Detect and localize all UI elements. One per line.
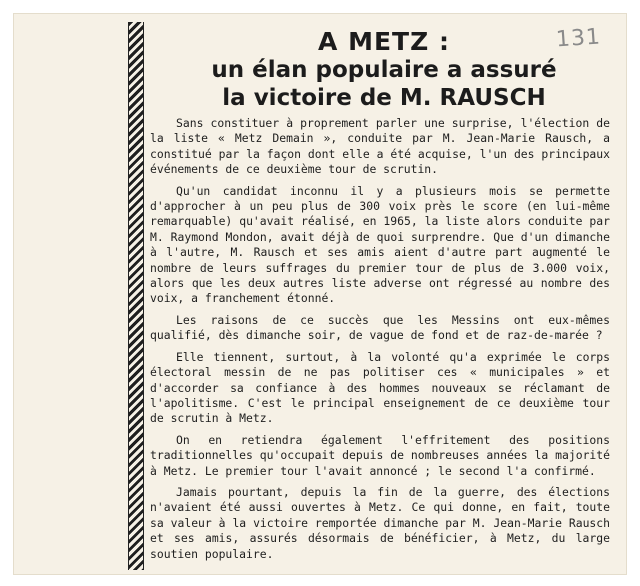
handwritten-page-number: 131 <box>555 24 602 53</box>
paragraph-5: On en retiendra également l'effritement des positions traditionnelles qu'occupait depuis de nombreuses années la majorité à Metz. Le premier tour l'avait annoncé ; le second l'a confirmé. <box>150 432 610 478</box>
headline-line-3: la victoire de M. RAUSCH <box>222 85 546 111</box>
paragraph-1: Sans constituer à proprement parler une surprise, l'élection de la liste « Metz Demain », conduite par M. Jean-Marie Rausch, a constitué par la façon dont elle a été acquise, l'un des principaux événements de ce deuxième tour de scrutin. <box>150 116 610 177</box>
article-body <box>150 116 610 568</box>
headline <box>150 28 618 112</box>
hatched-column-rule <box>128 22 144 570</box>
paragraph-2: Qu'un candidat inconnu il y a plusieurs mois se permette d'approcher à un peu plus de 300 voix près le score (en lui-même remarquable) qu'avait réalisé, en 1965, la liste alors conduite par M. Raymond Mondon, avait déjà de quoi surprendre. Que d'un dimanche à l'autre, M. Rausch et ses amis aient d'autre part augmenté le nombre de leurs suffrages du premier tour de plus de 3.000 voix, alors que les deux autres liste adverse ont régressé au nombre des voix, a franchement étonné. <box>150 183 610 306</box>
paragraph-3: Les raisons de ce succès que les Messins ont eux-mêmes qualifié, dès dimanche soir, de vague de fond et de raz-de-marée ? <box>150 312 610 343</box>
headline-line-1: A METZ : <box>318 27 450 56</box>
paragraph-6: Jamais pourtant, depuis la fin de la guerre, des élections n'avaient été aussi ouvertes à Metz. Ce qui donne, en fait, toute sa valeur à la victoire remportée dimanche par M. Jean-Marie Rausch et ses amis, assurés désormais de bénéficier, à Metz, du large soutien populaire. <box>150 484 610 561</box>
paragraph-4: Elle tiennent, surtout, à la volonté qu'a exprimée le corps électoral messin de ne pas politiser ces « municipales » et d'accorder sa confiance à des hommes nouveaux se réclamant de l'apolitisme. C'est le principal enseignement de ce deuxième tour de scrutin à Metz. <box>150 349 610 426</box>
headline-line-2: un élan populaire a assuré <box>211 57 557 83</box>
